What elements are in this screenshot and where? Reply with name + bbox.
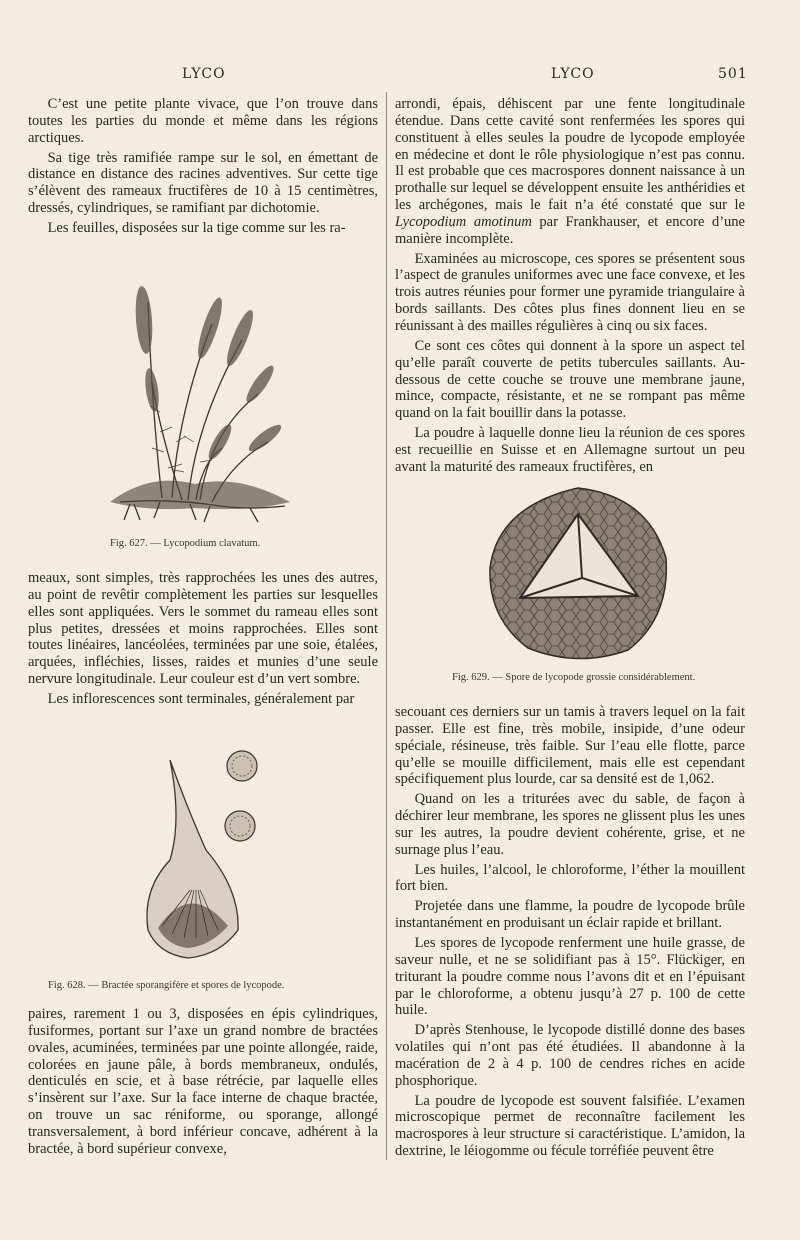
running-head-left: LYCO <box>182 66 226 82</box>
paragraph: paires, rarement 1 ou 3, disposées en épis cylindriques, fusiformes, portant sur l’axe un grand nombre de bractées ovales, acuminées, terminées par une pointe allongée, raide, colorées en jaune pâle, à bords membraneux, ondulés, denticulés en scie, et à base rétrécie, par laquelle elles s’insèrent sur l’axe. Sur la face interne de chaque bractée, on trouve un sac réniforme, ou sporange, allongé transversalement, à bord inférieur concave, adhérent à la bractée, à bord supérieur convexe, <box>28 1006 378 1157</box>
paragraph <box>395 96 745 248</box>
paragraph: Les feuilles, disposées sur la tige comme sur les ra- <box>47 219 346 236</box>
column-left-top <box>28 96 378 240</box>
page-number: 501 <box>718 66 748 82</box>
paragraph: C’est une petite plante vivace, que l’on trouve dans toutes les parties du monde et même dans les régions arctiques. <box>28 96 378 146</box>
paragraph: Les spores de lycopode renferment une huile grasse, de saveur nulle, et ne se solidifiant pas à 15°. Flückiger, en triturant la poudre comme nous l’avons dit et en l’épuisant par le chloroforme, a obtenu jusqu’à 27 p. 100 de cette huile. <box>395 934 745 1019</box>
paragraph: Examinées au microscope, ces spores se présentent sous l’aspect de granules uniformes avec une face convexe, et les trois autres réunies pour former une pyramide triangulaire à bords saillants. Des côtes plus fines donnent lieu en se réunissant à des mailles régulières à cinq ou six faces. <box>395 250 745 334</box>
column-right-top <box>395 96 745 479</box>
column-left-bottom <box>28 1006 378 1161</box>
figure-627-caption: Fig. 627. — Lycopodium clavatum. <box>110 538 261 549</box>
figure-628-caption: Fig. 628. — Bractée sporangifère et spores de lycopode. <box>48 980 285 991</box>
column-divider <box>386 92 387 1160</box>
paragraph: La poudre de lycopode est souvent falsifiée. L’examen microscopique permet de reconnaître facilement les macrospores à leur structure si caractéristique. L’amidon, la dextrine, le léiogomme ou fécule torréfiée peuvent être <box>395 1092 745 1160</box>
text-run: arrondi, épais, déhiscent par une fente longitudinale étendue. Dans cette cavité sont renfermées les spores qui constituent à elles seules la poudre de lycopode employée en médecine et dont le rôle physiologique n’est pas connu. Il est probable que ces macrospores donnent naissance à un prothalle sur lequel se développent ensuite les anthéridies et les archégones, mais le fait n’a été constaté que sur le <box>395 96 745 214</box>
paragraph: Ce sont ces côtes qui donnent à la spore un aspect tel qu’elle paraît couverte de petits tubercules saillants. Au-dessous de cette couche se trouve une membrane jaune, mince, compacte, résistante, et ne se rompant pas même quand on la fait bouillir dans la potasse. <box>395 337 745 422</box>
figure-628-bract-and-spores <box>130 740 290 970</box>
paragraph: Sa tige très ramifiée rampe sur le sol, en émettant de distance en distance des racines adventives. Sur cette tige s’élèvent des rameaux fructifères de 10 à 15 centimètres, dressés, cylindriques, se ramifiant par dichotomie. <box>28 149 378 217</box>
paragraph: Projetée dans une flamme, la poudre de lycopode brûle instantanément en produisant un éclair rapide et brillant. <box>395 898 745 932</box>
paragraph: Quand on les a triturées avec du sable, de façon à déchirer leur membrane, les spores ne glissent plus les unes sur les autres, la poudre devient cohérente, grise, et ne surnage plus l’eau. <box>395 791 745 858</box>
paragraph: D’après Stenhouse, le lycopode distillé donne des bases volatiles qui n’ont pas été étudiées. Il abandonne à la macération de 2 à 4 p. 100 de cendres riches en acide phosphorique. <box>395 1022 745 1089</box>
paragraph: secouant ces derniers sur un tamis à travers lequel on la fait passer. Elle est fine, très mobile, insipide, d’une odeur spéciale, résineuse, très faible. Sur l’eau elle flotte, parce qu’elle se mouille difficilement, mais elle est cependant spécifiquement plus lourde, car sa densité est de 1,062. <box>395 704 745 788</box>
column-right-bottom <box>395 704 745 1163</box>
paragraph: Les inflorescences sont terminales, généralement par <box>47 690 355 707</box>
paragraph: La poudre à laquelle donne lieu la réunion de ces spores est recueillie en Suisse et en Allemagne surtout un peu avant la maturité des rameaux fructifères, en <box>395 425 745 475</box>
figure-629-caption: Fig. 629. — Spore de lycopode grossie considérablement. <box>452 672 696 683</box>
running-head-right: LYCO <box>551 66 595 82</box>
italic-species-name: Lycopodium amotinum <box>395 213 532 230</box>
column-left-middle <box>28 570 378 711</box>
figure-629-magnified-spore <box>478 478 678 668</box>
paragraph: Les huiles, l’alcool, le chloroforme, l’éther la mouillent fort bien. <box>395 861 745 895</box>
figure-627-lycopodium-plant <box>100 262 300 532</box>
text-run: par Frankhauser, et encore d’une manière incomplète. <box>395 213 745 247</box>
paragraph: meaux, sont simples, très rapprochées les unes des autres, au point de revêtir complètement les parties sur lesquelles elles sont appliquées. Vers le sommet du rameau elles sont plus petites, dressées et moins rapprochées. Elles sont toutes linéaires, lancéolées, terminées par une soie, étalées, arquées, infléchies, lisses, raides et munies d’une seule nervure longitudinale. Leur couleur est d’un vert sombre. <box>28 570 378 688</box>
